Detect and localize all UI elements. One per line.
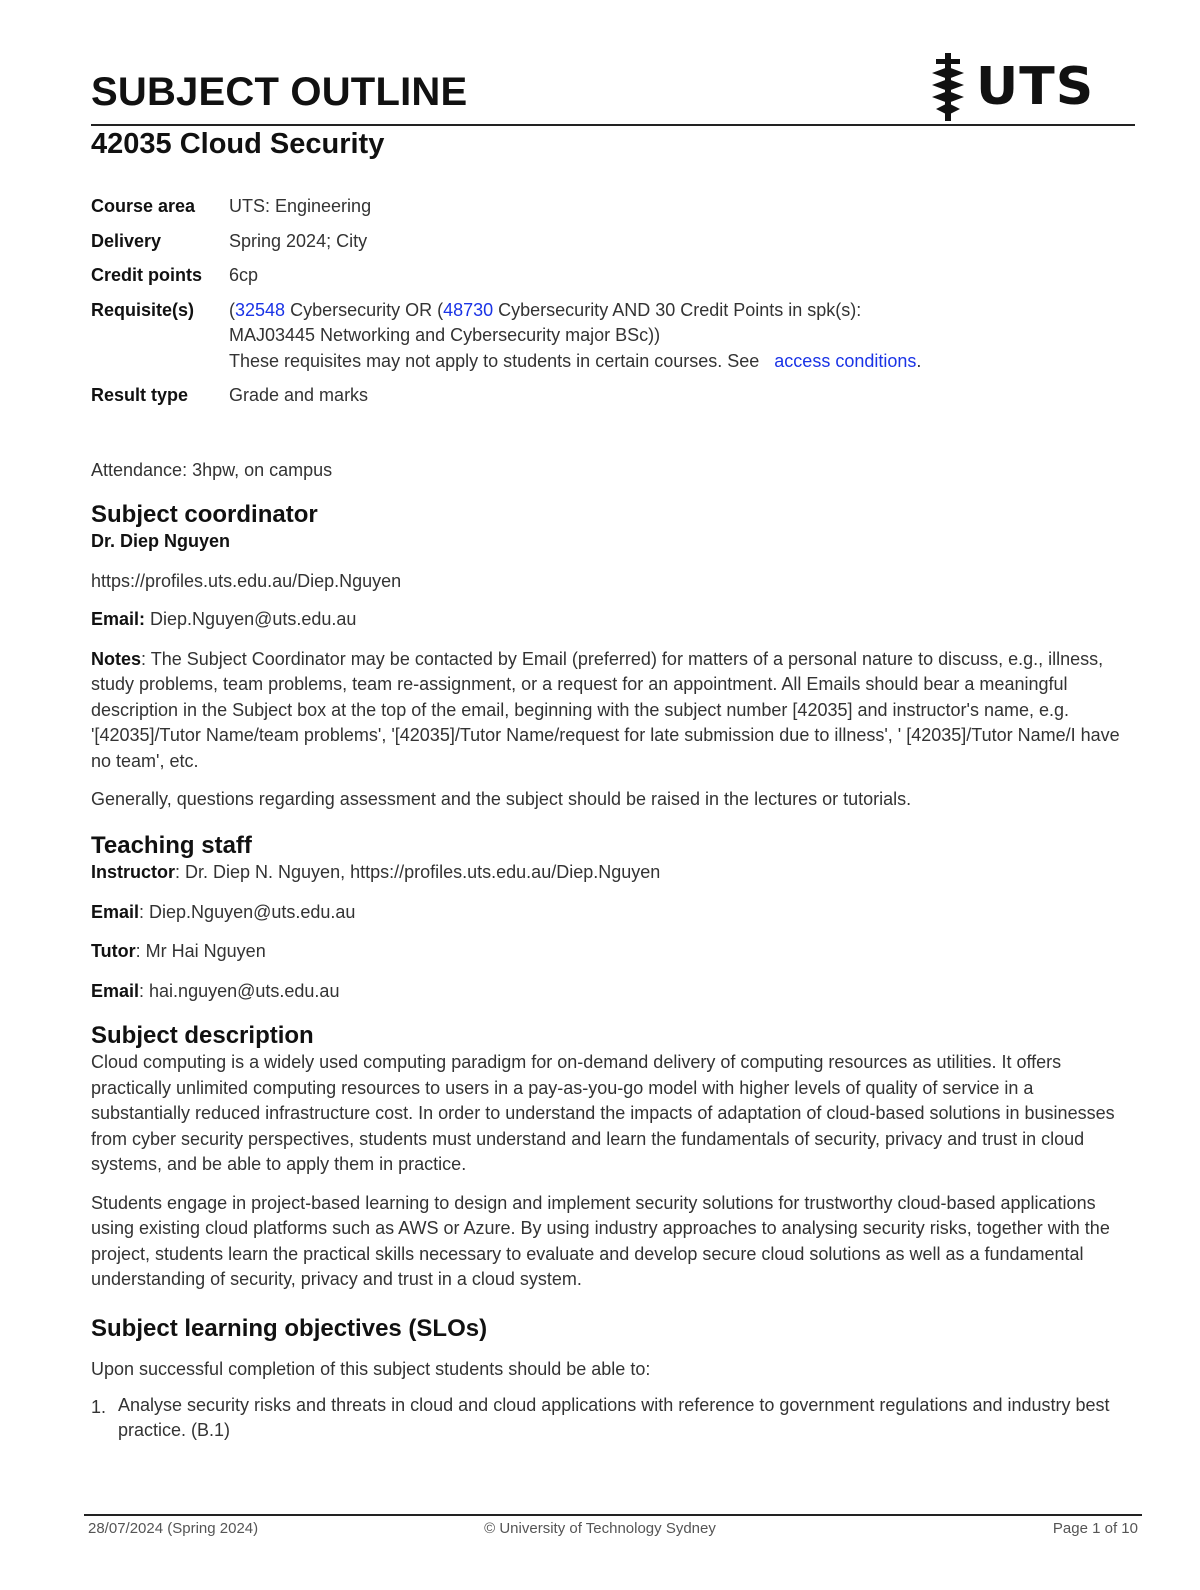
objective-item-1-number: 1. — [91, 1396, 107, 1417]
access-conditions-link[interactable]: access conditions — [774, 350, 917, 371]
attendance-text: Attendance: 3hpw, on campus — [91, 460, 333, 480]
footer-page: Page 1 of 10 — [1052, 1520, 1138, 1537]
coordinator-email — [91, 607, 1131, 633]
objective-item-1 — [91, 1393, 1131, 1444]
instructor-email-value: : Diep.Nguyen@uts.edu.au — [139, 901, 356, 922]
objective-item-1-text: Analyse security risks and threats in cloud and cloud applications with reference to government regulations and industry best practice. (B.1) — [118, 1394, 1110, 1440]
result-type-value: Grade and marks — [229, 385, 369, 405]
footer-date: 28/07/2024 (Spring 2024) — [88, 1520, 259, 1537]
requisites-label: Requisite(s) — [91, 299, 195, 320]
coordinator-name: Dr. Diep Nguyen — [91, 531, 231, 551]
delivery-value: Spring 2024; City — [229, 230, 368, 251]
footer-copyright: © University of Technology Sydney — [484, 1520, 716, 1537]
notes-label: Notes — [91, 648, 142, 669]
instructor-value: : Dr. Diep N. Nguyen, https://profiles.uts.edu.au/Diep.Nguyen — [175, 862, 661, 882]
coordinator-general: Generally, questions regarding assessment and the subject should be raised in the lectures or tutorials. — [91, 789, 912, 809]
requisites-value — [229, 298, 1091, 375]
objectives-intro: Upon successful completion of this subject students should be able to: — [91, 1359, 651, 1379]
email-label: Email: — [91, 609, 146, 629]
objectives-heading: Subject learning objectives (SLOs) — [91, 1315, 488, 1342]
credit-points-value: 6cp — [229, 265, 259, 285]
req-link-48730[interactable]: 48730 — [443, 299, 494, 320]
description-heading: Subject description — [91, 1022, 314, 1049]
footer-divider — [84, 1514, 1142, 1516]
instructor-email-label: Email — [91, 901, 140, 922]
objectives-section — [91, 1315, 1131, 1444]
tutor-label: Tutor — [91, 941, 136, 961]
req-line2: MAJ03445 Networking and Cybersecurity major BSc)) — [229, 325, 661, 345]
coordinator-profile-url: https://profiles.uts.edu.au/Diep.Nguyen — [91, 570, 402, 591]
tutor-email-value: : hai.nguyen@uts.edu.au — [139, 980, 340, 1001]
uts-crest-icon — [928, 53, 968, 121]
req-open: ( — [229, 299, 235, 320]
attendance — [91, 458, 1131, 484]
requisites-row — [91, 298, 1091, 375]
result-type-row — [91, 383, 1091, 409]
page-title: SUBJECT OUTLINE — [91, 70, 468, 114]
delivery-label: Delivery — [91, 230, 162, 251]
staff-section — [91, 832, 1131, 1004]
req-text1: Cybersecurity OR ( — [285, 299, 444, 320]
course-area-row — [91, 194, 1091, 220]
credit-points-label: Credit points — [91, 265, 202, 285]
header-divider — [91, 124, 1135, 126]
credit-points-row — [91, 263, 1091, 289]
coordinator-heading: Subject coordinator — [91, 501, 318, 528]
tutor-value: : Mr Hai Nguyen — [135, 941, 266, 961]
course-area-label: Course area — [91, 196, 196, 216]
instructor-label: Instructor — [91, 862, 176, 882]
description-para1: Cloud computing is a widely used computing paradigm for on-demand delivery of computing resources as utilities. It offers practically unlimited computing resources to users in a pay-as-you-go model with higher levels of quality of service in a substantially reduced infrastructure cost. In order to understand the impacts of adaptation of cloud-based solutions in businesses from cyber security perspectives, students must understand and learn the fundamentals of security, privacy and trust in cloud systems, and be able to apply them in practice. — [91, 1052, 1115, 1174]
tutor-line — [91, 939, 1131, 965]
tutor-email-line — [91, 979, 1131, 1005]
subject-title: 42035 Cloud Security — [91, 128, 385, 160]
notes-text: : The Subject Coordinator may be contacted by Email (preferred) for matters of a personal nature to discuss, e.g., illness, study problems, team problems, team re-assignment, or a request for an appointment. All Emails should bear a meaningful description in the Subject box at the top of the email, beginning with the subject number [42035] and instructor's name, e.g. '[42035]/Tutor Name/team problems', '[42035]/Tutor Name/request for late submission due to illness', ' [42035]/Tutor Name/I have no team', etc. — [91, 648, 1120, 771]
req-note-end: . — [916, 350, 922, 371]
course-area-value: UTS: Engineering — [229, 196, 372, 216]
subject-meta — [91, 194, 1091, 418]
description-section — [91, 1022, 1131, 1293]
coordinator-notes — [91, 647, 1131, 775]
staff-heading: Teaching staff — [91, 832, 252, 859]
coordinator-section — [91, 501, 1131, 813]
description-para2: Students engage in project-based learning to design and implement security solutions for trustworthy cloud-based applications using existing cloud platforms such as AWS or Azure. By using industry approaches to analysing security risks, together with the project, students learn the practical skills necessary to evaluate and develop secure cloud solutions as well as a fundamental understanding of security, privacy and trust in a cloud system. — [91, 1192, 1110, 1289]
uts-logo — [928, 52, 1094, 122]
instructor-line — [91, 860, 1131, 886]
req-note: These requisites may not apply to students in certain courses. See — [229, 350, 765, 371]
tutor-email-label: Email — [91, 980, 140, 1001]
req-link-32548[interactable]: 32548 — [235, 299, 286, 320]
instructor-email-line — [91, 900, 1131, 926]
req-text2: Cybersecurity AND 30 Credit Points in spk(s): — [493, 299, 862, 320]
delivery-row — [91, 229, 1091, 255]
result-type-label: Result type — [91, 385, 189, 405]
logo-text: UTS — [976, 57, 1095, 117]
email-value: Diep.Nguyen@uts.edu.au — [145, 609, 357, 629]
